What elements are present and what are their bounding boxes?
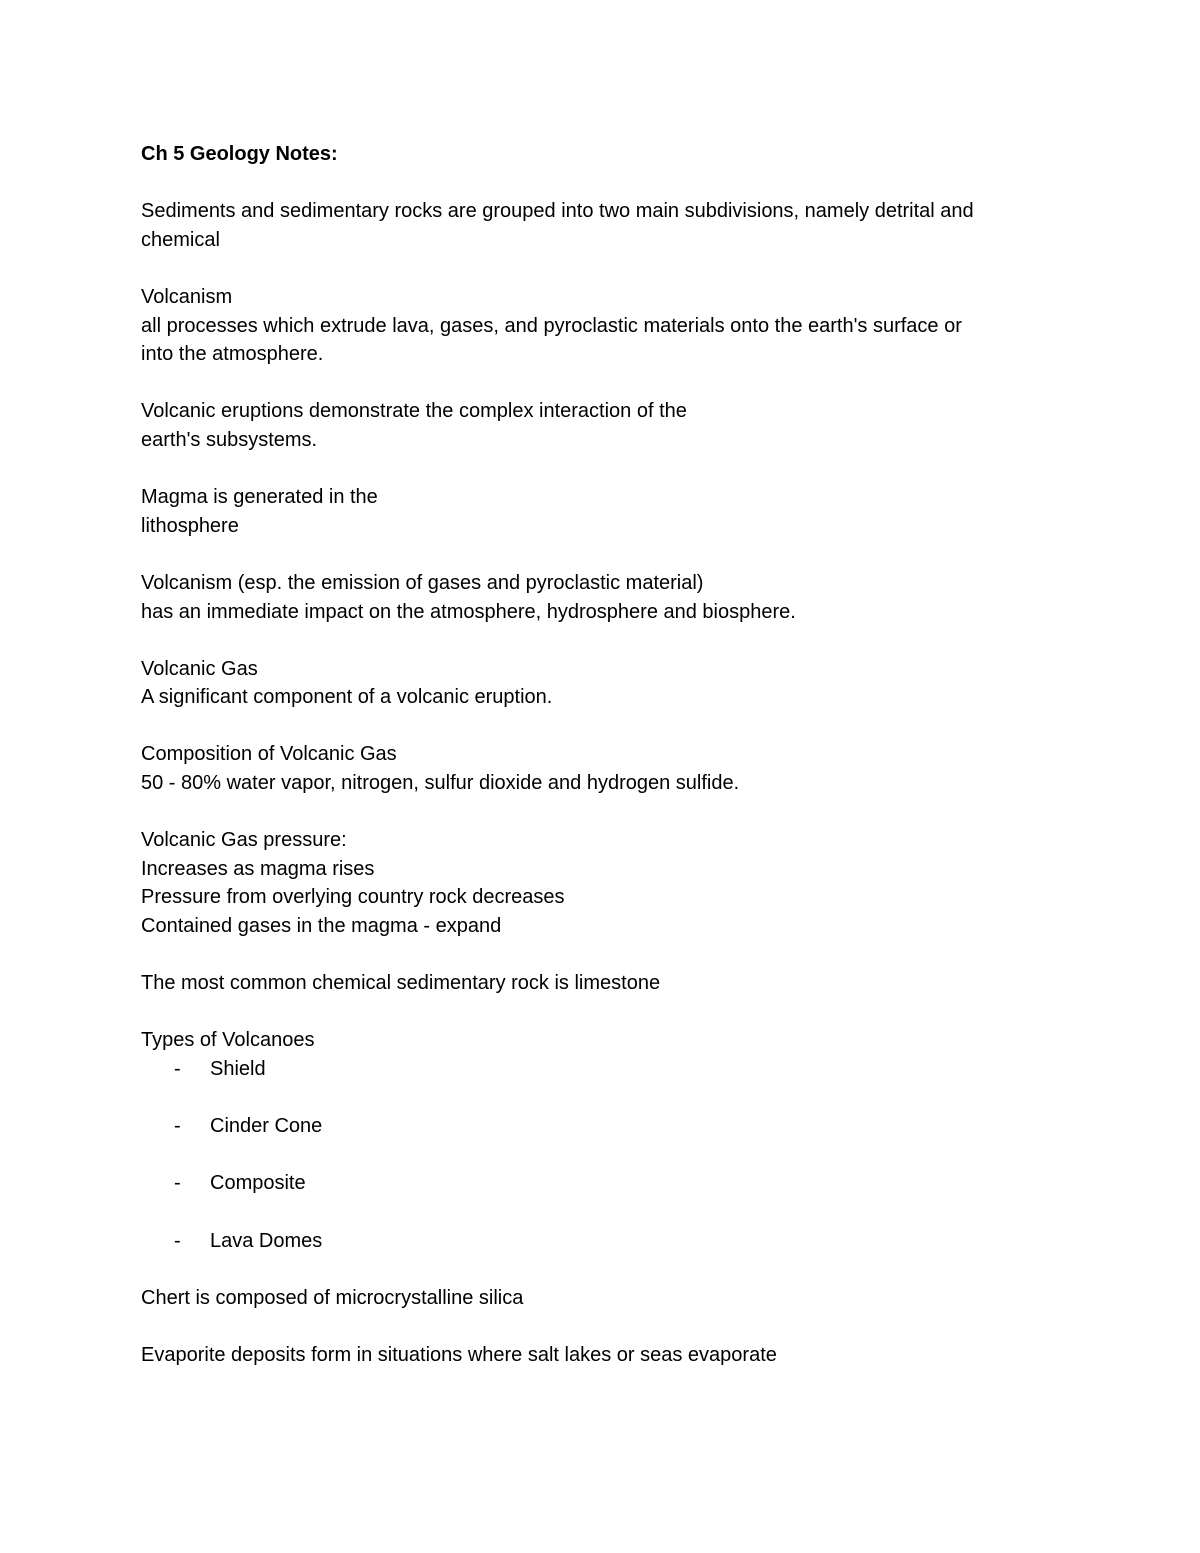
volcanism-impact-line-1: Volcanism (esp. the emission of gases and pyroclastic material) xyxy=(141,571,704,594)
spacer xyxy=(141,1084,1081,1113)
list-item xyxy=(141,1112,1081,1141)
spacer xyxy=(141,1141,1081,1170)
gas-pressure-heading: Volcanic Gas pressure: xyxy=(141,829,347,852)
volcanic-gas-definition: A significant component of a volcanic eruption. xyxy=(141,686,553,709)
spacer xyxy=(141,712,1081,741)
document-body xyxy=(141,140,1081,1370)
spacer xyxy=(141,941,1081,970)
sediments-line-2: chemical xyxy=(141,228,220,251)
spacer xyxy=(141,455,1081,484)
spacer xyxy=(141,798,1081,827)
gas-pressure-line-2: Pressure from overlying country rock decreases xyxy=(141,886,565,909)
spacer xyxy=(141,1312,1081,1341)
chert-line: Chert is composed of microcrystalline silica xyxy=(141,1286,524,1309)
gas-composition-detail: 50 - 80% water vapor, nitrogen, sulfur dioxide and hydrogen sulfide. xyxy=(141,772,740,795)
spacer xyxy=(141,540,1081,569)
list-item xyxy=(141,1169,1081,1198)
list-item xyxy=(141,1227,1081,1256)
eruptions-line-2: earth's subsystems. xyxy=(141,428,318,451)
spacer xyxy=(141,998,1081,1027)
volcanic-gas-heading: Volcanic Gas xyxy=(141,657,258,680)
gas-composition-heading: Composition of Volcanic Gas xyxy=(141,743,397,766)
list-item xyxy=(141,1055,1081,1084)
sediments-line-1: Sediments and sedimentary rocks are grouped into two main subdivisions, namely detrital and xyxy=(141,200,974,223)
volcano-types-heading: Types of Volcanoes xyxy=(141,1029,315,1052)
spacer xyxy=(141,169,1081,198)
limestone-line: The most common chemical sedimentary rock is limestone xyxy=(141,972,661,995)
volcano-type-cinder-cone: Cinder Cone xyxy=(210,1115,323,1138)
spacer xyxy=(141,369,1081,398)
dash-bullet: - xyxy=(174,1172,181,1195)
spacer xyxy=(141,254,1081,283)
gas-pressure-line-1: Increases as magma rises xyxy=(141,857,375,880)
eruptions-line-1: Volcanic eruptions demonstrate the complex interaction of the xyxy=(141,400,687,423)
volcanism-heading: Volcanism xyxy=(141,285,233,308)
volcano-type-lava-domes: Lava Domes xyxy=(210,1229,323,1252)
volcanism-definition-line-2: into the atmosphere. xyxy=(141,343,324,366)
dash-bullet: - xyxy=(174,1115,181,1138)
document-title: Ch 5 Geology Notes: xyxy=(141,143,338,165)
dash-bullet: - xyxy=(174,1058,181,1080)
magma-line-2: lithosphere xyxy=(141,514,239,537)
spacer xyxy=(141,1198,1081,1227)
spacer xyxy=(141,626,1081,655)
dash-bullet: - xyxy=(174,1229,181,1252)
gas-pressure-line-3: Contained gases in the magma - expand xyxy=(141,915,502,938)
volcanism-definition-line-1: all processes which extrude lava, gases, and pyroclastic materials onto the earth's surface or xyxy=(141,314,962,337)
spacer xyxy=(141,1255,1081,1284)
magma-line-1: Magma is generated in the xyxy=(141,486,378,509)
volcano-type-composite: Composite xyxy=(210,1172,306,1195)
volcanism-impact-line-2: has an immediate impact on the atmosphere, hydrosphere and biosphere. xyxy=(141,600,796,623)
volcano-type-shield: Shield xyxy=(210,1058,266,1080)
evaporite-line: Evaporite deposits form in situations where salt lakes or seas evaporate xyxy=(141,1343,777,1366)
